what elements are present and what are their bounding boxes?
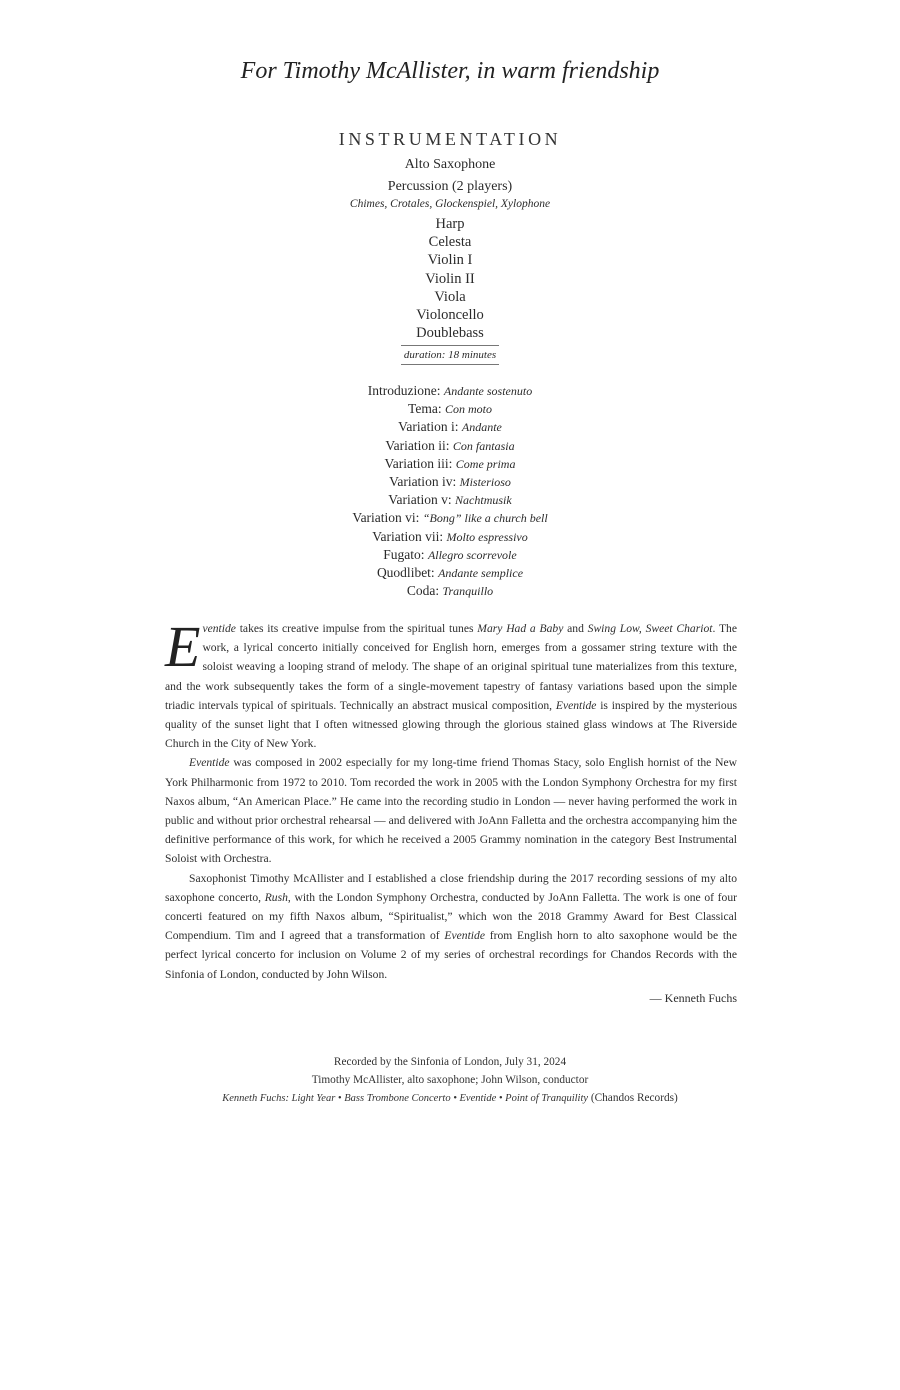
movement-list <box>0 382 900 600</box>
work-title: Eventide <box>444 929 485 943</box>
song-title: Swing Low, Sweet Chariot <box>587 622 713 635</box>
duration-label: duration: 18 minutes <box>401 345 499 365</box>
dedication: For Timothy McAllister, in warm friendship <box>240 58 660 84</box>
instrument-item: Celesta <box>428 234 472 251</box>
instrument-list <box>0 215 900 342</box>
movement-tempo: Nachtmusik <box>455 493 512 508</box>
work-title: Rush <box>264 890 288 904</box>
movement-item <box>0 509 900 527</box>
movement-name: Variation ii: <box>385 437 450 453</box>
percussion-detail: Chimes, Crotales, Glockenspiel, Xylophone <box>349 198 551 210</box>
movement-name: Variation i: <box>398 419 459 435</box>
movement-tempo: Andante <box>461 420 502 435</box>
recording-line: Recorded by the Sinfonia of London, July 31, 2024 <box>333 1056 567 1068</box>
instrument-item: Viola <box>434 288 466 305</box>
movement-name: Variation iv: <box>389 474 457 490</box>
movement-item <box>0 546 900 564</box>
movement-tempo: Con fantasia <box>452 438 515 453</box>
work-title: Eventide <box>189 756 230 770</box>
song-title: Mary Had a Baby <box>477 622 564 635</box>
movement-item <box>0 455 900 473</box>
notes-text: . The work, a lyrical concerto initially conceived for English horn, emerges from a gossamer string texture with the soloist weaving a looping strand of melody. The shape of an original spiritual tune materializes from this texture, and the work subsequently takes the form of a single-movement tapestry of fantasy variations based upon the simple triadic intervals typical of spirituals. Technically an abstract musical composition, <box>165 622 737 712</box>
album-line <box>0 1089 900 1108</box>
movement-item <box>0 528 900 546</box>
recording-credits <box>0 1053 900 1108</box>
movement-tempo: Con moto <box>444 402 492 417</box>
movement-name: Variation vi: <box>352 510 420 526</box>
notes-text: was composed in 2002 especially for my long-time friend Thomas Stacy, solo English hornist of the New York Philharmonic from 1972 to 2010. Tom recorded the work in 2005 with the London Symphony Orchestra for my first Naxos album, “An American Place.” He came into the recording studio in London — never having performed the work in public and without prior orchestral rehearsal — and delivered with JoAnn Falletta and the orchestra accompanying him the definitive performance of this work, for which he received a 2005 Grammy nomination in the category Best Instrumental Soloist with Orchestra. <box>165 756 737 866</box>
notes-paragraph-1 <box>165 614 738 753</box>
notes-text: and <box>563 622 588 635</box>
movement-item <box>0 564 900 582</box>
movement-tempo: Come prima <box>455 456 516 471</box>
movement-name: Coda: <box>406 583 440 599</box>
notes-paragraph-3 <box>165 869 737 984</box>
movement-name: Variation vii: <box>372 528 444 544</box>
notes-paragraph-2 <box>165 753 737 868</box>
instrumentation-heading: INSTRUMENTATION <box>338 129 562 149</box>
album-title: Kenneth Fuchs: Light Year • Bass Trombone Concerto • Eventide • Point of Tranquility <box>222 1093 589 1104</box>
movement-tempo: Andante semplice <box>438 566 524 581</box>
instrument-item: Violoncello <box>416 307 484 324</box>
movement-tempo: “Bong” like a church bell <box>422 511 548 526</box>
instrument-item: Doublebass <box>416 325 484 342</box>
movement-tempo: Molto espressivo <box>446 529 528 544</box>
movement-name: Tema: <box>408 401 442 417</box>
notes-text: is inspired by the mysterious quality of the sunset light that I often witnessed glowing through the glorious stained glass windows at The Riverside Church in the City of New York. <box>165 698 738 751</box>
program-notes <box>165 614 738 984</box>
movement-tempo: Tranquillo <box>442 584 494 599</box>
percussion-instrument: Percussion (2 players) <box>387 179 513 194</box>
movement-name: Variation v: <box>388 492 452 508</box>
notes-text: Saxophonist Timothy McAllister and I established a close friendship during the 2017 recording sessions of my alto saxophone concerto, <box>165 871 737 904</box>
movement-item <box>0 582 900 600</box>
notes-text: from English horn to alto saxophone would be the perfect lyrical concerto for inclusion on Volume 2 of my series of orchestral recordings for Chandos Records with the Sinfonia of London, conducted by John Wilson. <box>165 929 737 981</box>
movement-name: Quodlibet: <box>376 565 435 581</box>
author-signature: — Kenneth Fuchs <box>649 991 737 1005</box>
instrumentation-list <box>0 156 900 365</box>
movement-item <box>0 400 900 418</box>
movement-name: Variation iii: <box>384 455 453 471</box>
instrument-item: Violin I <box>427 252 473 269</box>
movement-item <box>0 491 900 509</box>
movement-item <box>0 418 900 436</box>
instrument-item: Violin II <box>425 270 475 287</box>
work-title: Eventide <box>555 698 597 712</box>
movement-name: Fugato: <box>383 546 425 562</box>
movement-tempo: Andante sostenuto <box>443 384 533 398</box>
drop-cap: E <box>165 614 201 679</box>
movement-item <box>0 473 900 491</box>
soloist-instrument: Alto Saxophone <box>404 157 496 172</box>
performers-line: Timothy McAllister, alto saxophone; John Wilson, conductor <box>311 1074 589 1086</box>
instrument-item: Harp <box>435 216 465 232</box>
movement-tempo: Misterioso <box>459 475 511 490</box>
movement-item <box>0 437 900 455</box>
movement-item <box>0 382 900 400</box>
notes-text: , with the London Symphony Orchestra, conducted by JoAnn Falletta. The work is one of four concerti featured on my fifth Naxos album, “Spiritualist,” which won the 2018 Grammy Award for Best Classical Compendium. Tim and I agreed that a transformation of <box>165 890 737 943</box>
movement-tempo: Allegro scorrevole <box>427 547 517 562</box>
movement-name: Introduzione: <box>367 383 441 398</box>
notes-text: takes its creative impulse from the spiritual tunes <box>235 622 478 635</box>
record-label: (Chandos Records) <box>588 1092 678 1104</box>
work-title: ventide <box>202 622 236 635</box>
